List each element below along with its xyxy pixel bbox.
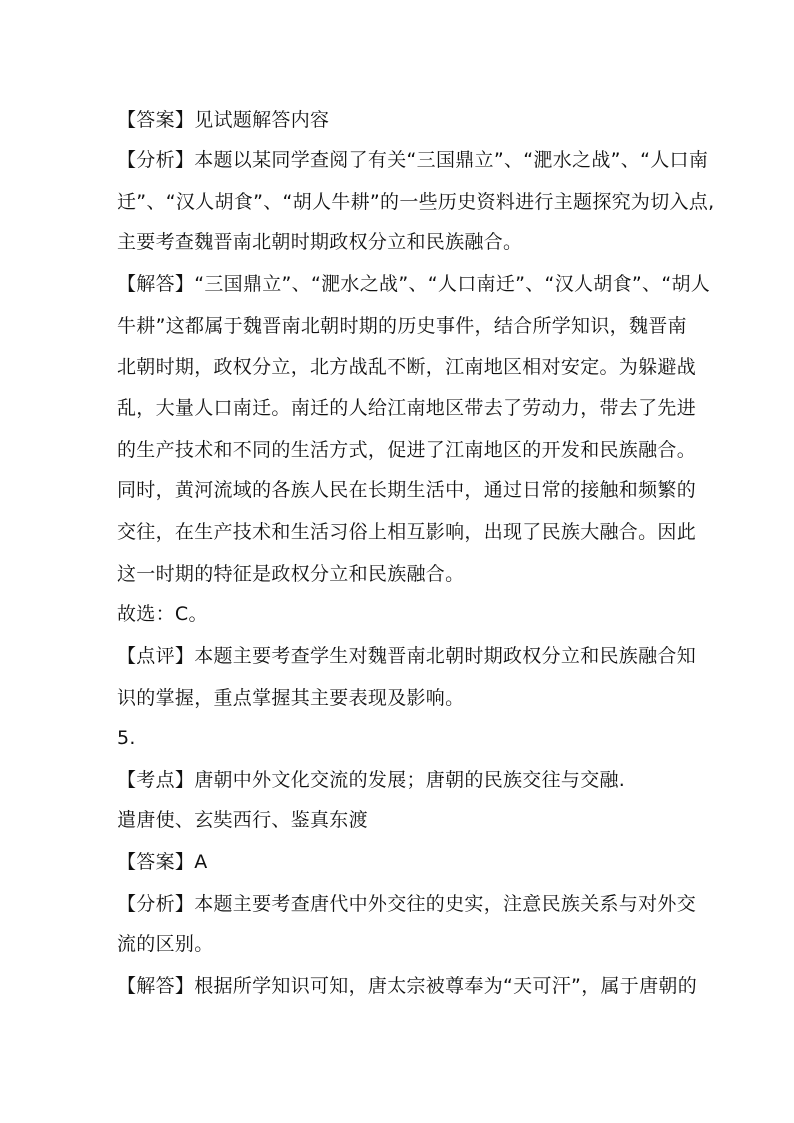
analysis-2-line-2: 流的区别。	[117, 933, 214, 955]
choice-line: 故选：C。	[117, 603, 208, 625]
analysis-line-1: 【分析】本题以某同学查阅了有关“三国鼎立”、“淝水之战”、“人口南	[117, 149, 709, 171]
comment-line-1: 【点评】本题主要考查学生对魏晋南北朝时期政权分立和民族融合知	[117, 645, 697, 667]
solution-line-8: 这一时期的特征是政权分立和民族融合。	[117, 563, 465, 585]
solution-line-5: 的生产技术和不同的生活方式，促进了江南地区的开发和民族融合。	[117, 439, 697, 461]
solution-line-3: 北朝时期，政权分立，北方战乱不断，江南地区相对安定。为躲避战	[117, 356, 697, 378]
solution-2-line-1: 【解答】根据所学知识可知，唐太宗被尊奉为“天可汗”，属于唐朝的	[117, 975, 697, 997]
solution-line-1: 【解答】“三国鼎立”、“淝水之战”、“人口南迁”、“汉人胡食”、“胡人	[117, 273, 711, 295]
analysis-2-line-1: 【分析】本题主要考查唐代中外交往的史实，注意民族关系与对外交	[117, 893, 697, 915]
knowledge-topics-line: 遣唐使、玄奘西行、鉴真东渡	[117, 809, 368, 831]
solution-line-4: 乱，大量人口南迁。南迁的人给江南地区带去了劳动力，带去了先进	[117, 397, 697, 419]
knowledge-point-line: 【考点】唐朝中外文化交流的发展；唐朝的民族交往与交融.	[117, 769, 626, 791]
solution-line-7: 交往，在生产技术和生活习俗上相互影响，出现了民族大融合。因此	[117, 521, 697, 543]
question-number: 5.	[117, 727, 136, 749]
comment-line-2: 识的掌握，重点掌握其主要表现及影响。	[117, 687, 465, 709]
answer-line-2: 【答案】A	[117, 851, 208, 873]
solution-line-2: 牛耕”这都属于魏晋南北朝时期的历史事件，结合所学知识，魏晋南	[117, 315, 687, 337]
analysis-line-3: 主要考查魏晋南北朝时期政权分立和民族融合。	[117, 231, 523, 253]
answer-line: 【答案】见试题解答内容	[117, 109, 330, 131]
analysis-line-2: 迁”、“汉人胡食”、“胡人牛耕”的一些历史资料进行主题探究为切入点,	[117, 191, 715, 213]
solution-line-6: 同时，黄河流域的各族人民在长期生活中，通过日常的接触和频繁的	[117, 479, 697, 501]
